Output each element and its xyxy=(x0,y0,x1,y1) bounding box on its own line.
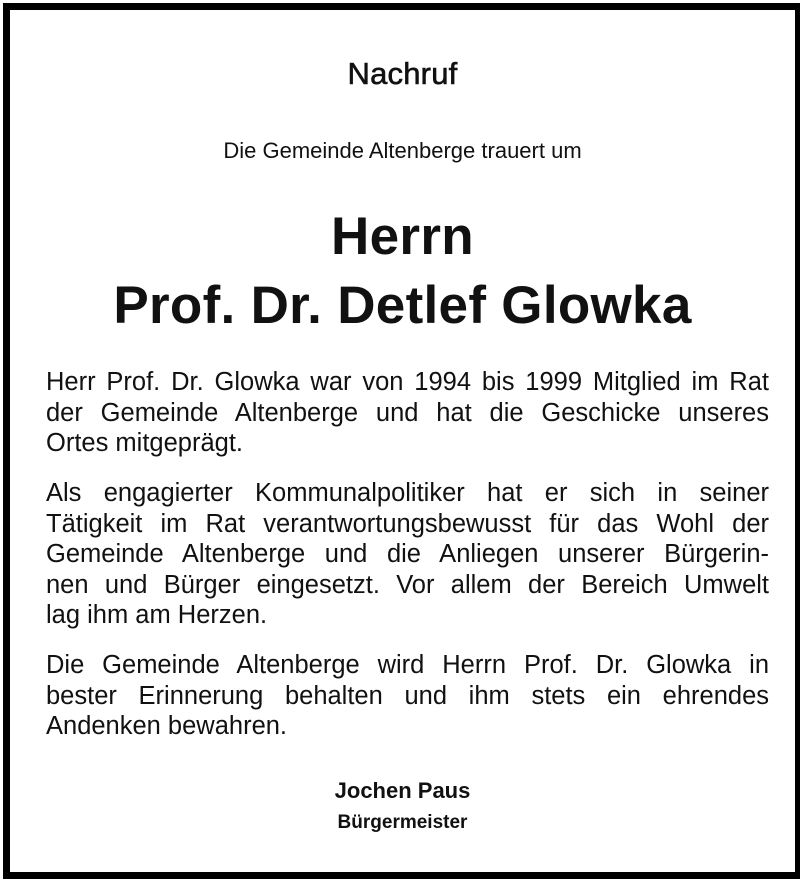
text-line: Ortes mitgeprägt. xyxy=(46,429,243,457)
text-line: Andenken bewahren. xyxy=(46,712,288,740)
text-line: Die Gemeinde Altenberge wird Herrn Prof. Dr. Glowka in xyxy=(46,651,769,679)
text-line: Herr Prof. Dr. Glowka war von 1994 bis 1999 Mitglied im Rat xyxy=(46,368,769,396)
text-line: nen und Bürger eingesetzt. Vor allem der Bereich Umwelt xyxy=(46,570,769,599)
notice-title: Nachruf xyxy=(347,56,458,91)
intro-line: Die Gemeinde Altenberge trauert um xyxy=(223,138,582,163)
paragraph-engagement xyxy=(46,478,769,631)
text-line: Gemeinde Altenberge und die Anliegen unserer Bürgerin- xyxy=(46,540,769,568)
signer-role: Bürgermeister xyxy=(337,812,468,833)
obituary-frame xyxy=(3,3,800,879)
text-line: Tätigkeit im Rat verantwortungsbewusst für das Wohl der xyxy=(46,509,769,538)
text-line: lag ihm am Herzen. xyxy=(46,601,268,629)
paragraph-membership xyxy=(46,367,769,459)
signer-name: Jochen Paus xyxy=(334,778,471,803)
deceased-name: Prof. Dr. Detlef Glowka xyxy=(113,276,692,335)
text-line: bester Erinnerung behalten und ihm stets ein ehrendes xyxy=(46,681,769,710)
text-line: Als engagierter Kommunalpolitiker hat er sich in seiner xyxy=(46,479,769,507)
paragraph-remembrance xyxy=(46,650,769,742)
honorific: Herrn xyxy=(331,207,474,266)
text-line: der Gemeinde Altenberge und hat die Geschicke unseres xyxy=(46,398,769,427)
